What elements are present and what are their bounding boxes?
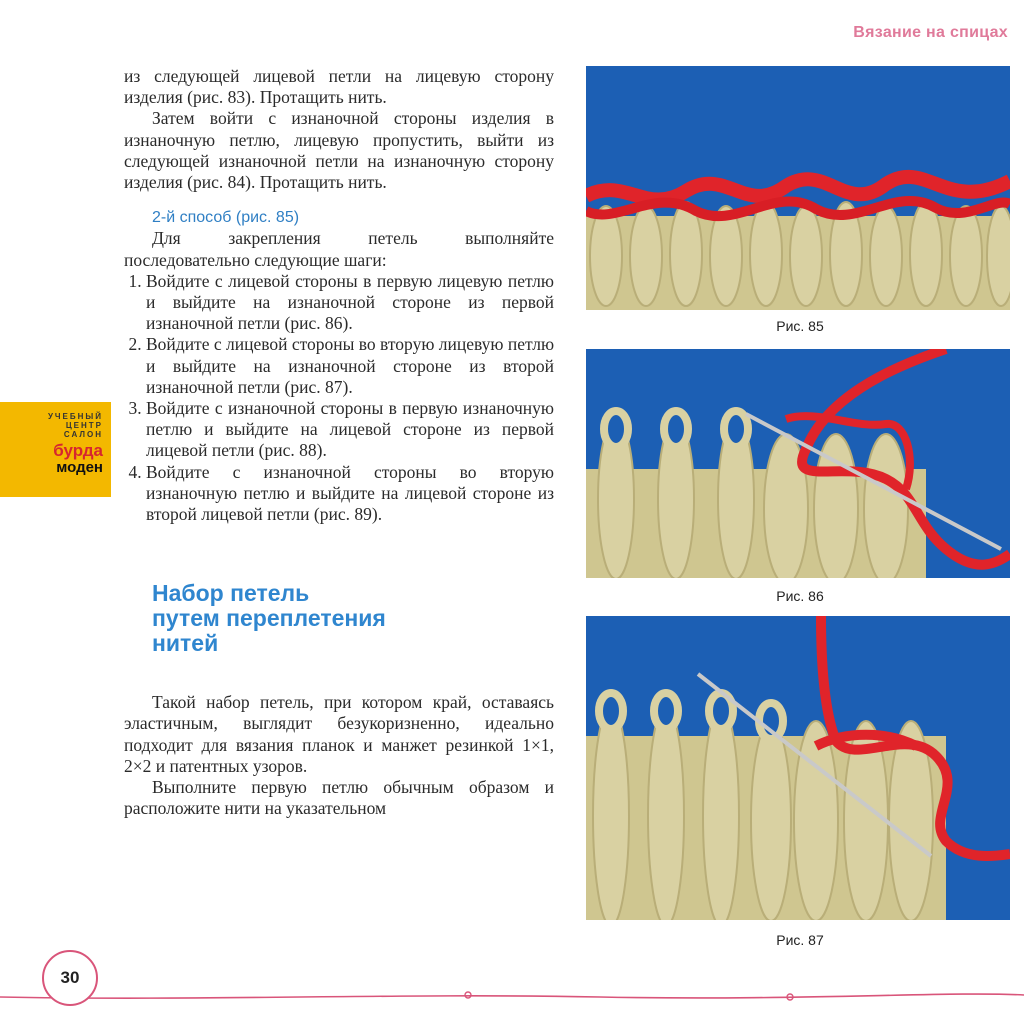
paragraph-4: Такой набор петель, при котором край, оставаясь эластичным, выглядит безукоризненно, идеально подходит для вязания планок и манжет резинкой 1×1, 2×2 и патентных узоров. bbox=[124, 692, 554, 776]
knitting-photo-86 bbox=[586, 349, 1010, 578]
paragraph-5: Выполните первую петлю обычным образом и расположите нити на указательном bbox=[124, 777, 554, 819]
section-title bbox=[152, 581, 554, 656]
logo-line-2: ЦЕНТР bbox=[65, 421, 103, 430]
figure-87-caption: Рис. 87 bbox=[776, 932, 824, 948]
step-item: 4. Войдите с изнаночной стороны во вторую изнаночную петлю и выйдите на лицевой стороне из второй лицевой петли (рис. 89). bbox=[146, 462, 554, 526]
step-item: 1. Войдите с лицевой стороны в первую лицевую петлю и выйдите на изнаночной стороне из первой изнаночной петли (рис. 86). bbox=[146, 271, 554, 335]
paragraph-1: из следующей лицевой петли на лицевую сторону изделия (рис. 83). Протащить нить. bbox=[124, 66, 554, 108]
figure-86-caption: Рис. 86 bbox=[776, 588, 824, 604]
page-number: 30 bbox=[42, 950, 98, 1006]
paragraph-2: Затем войти с изнаночной стороны изделия в изнаночную петлю, лицевую пропустить, выйти из следующей изнаночной петли на изнаночную сторону изделия (рис. 84). Протащить нить. bbox=[124, 108, 554, 193]
figure-86-photo bbox=[586, 349, 1010, 578]
figure-85-caption: Рис. 85 bbox=[776, 318, 824, 334]
publisher-logo bbox=[0, 402, 111, 497]
running-head: Вязание на спицах bbox=[853, 24, 1008, 41]
step-item: 2. Войдите с лицевой стороны во вторую лицевую петлю и выйдите на изнаночной стороне из второй изнаночной петли (рис. 87). bbox=[146, 334, 554, 398]
logo-brand: бурда bbox=[53, 441, 103, 460]
figure-87-photo bbox=[586, 616, 1010, 920]
knitting-photo-87 bbox=[586, 616, 1010, 920]
step-item: 3. Войдите с изнаночной стороны в первую изнаночную петлю и выйдите на лицевой стороне из первой лицевой петли (рис. 88). bbox=[146, 398, 554, 462]
figure-85-photo bbox=[586, 66, 1010, 310]
logo-line-1: УЧЕБНЫЙ bbox=[47, 412, 103, 421]
logo-brand-2: моден bbox=[56, 459, 103, 476]
steps-list bbox=[124, 271, 554, 525]
method-2-heading: 2-й способ (рис. 85) bbox=[152, 209, 300, 227]
knitting-photo-85 bbox=[586, 66, 1010, 310]
section-title-line: Набор петель bbox=[152, 580, 310, 607]
decorative-footer-line bbox=[0, 975, 1024, 1009]
section-title-line: путем переплетения bbox=[152, 605, 386, 632]
main-text-column bbox=[124, 66, 554, 819]
logo-line-3: САЛОН bbox=[63, 430, 103, 439]
paragraph-3: Для закрепления петель выполняйте последовательно следующие шаги: bbox=[124, 228, 554, 270]
section-title-line: нитей bbox=[152, 630, 219, 657]
